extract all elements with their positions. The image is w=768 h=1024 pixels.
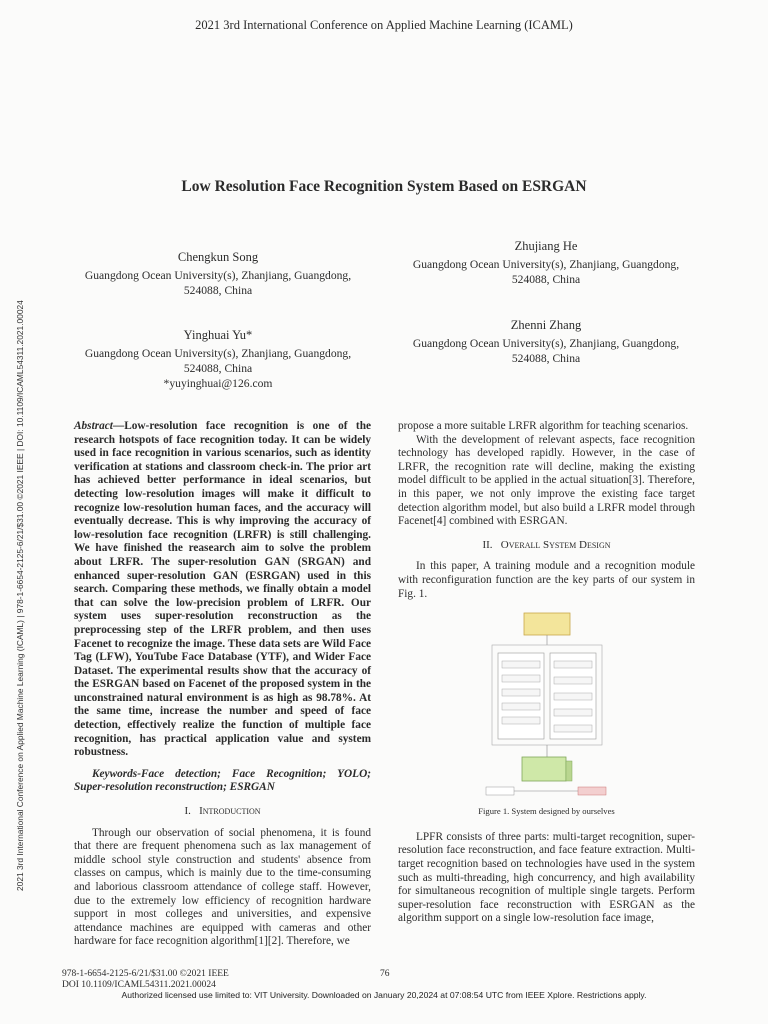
section-heading-introduction [74, 805, 371, 819]
author-name: Yinghuai Yu* [183, 328, 253, 342]
author-block-3 [70, 328, 366, 391]
author-affiliation: Guangdong Ocean University(s), Zhanjiang, Guangdong, [412, 258, 680, 271]
author-block-1 [70, 250, 366, 298]
intro-paragraph: Through our observation of social phenomena, it is found that there are frequent phenomena such as lax management of middle school style construction and students' absence from classes on campus, which is mainly due to the time-consuming and laborious classroom attendance of college staff. However, due to the extremely low efficiency of recognition hardware support in most colleges and universities, and expensive attendance machines are equipped with cameras and other hardware for face recognition algorithm[1][2]. Therefore, we [74, 826, 371, 948]
paragraph-lpfr: LPFR consists of three parts: multi-target recognition, super-resolution face reconstruction, and face feature extraction. Multi-target recognition based on technologies have used in the system such as multi-threading, high concurrency, and high availability for simultaneous recognition of multiple single targets. Perform super-resolution face reconstruction with ESRGAN as the algorithm support on a single low-resolution face image, [398, 830, 695, 925]
author-affiliation-2: 524088, China [183, 284, 253, 297]
author-affiliation-2: 524088, China [183, 362, 253, 375]
author-affiliation: Guangdong Ocean University(s), Zhanjiang, Guangdong, [84, 269, 352, 282]
paragraph-continuation: propose a more suitable LRFR algorithm for teaching scenarios. [398, 420, 689, 432]
author-name: Zhujiang He [514, 239, 578, 253]
abstract-label: Abstract [74, 420, 113, 432]
author-name: Zhenni Zhang [510, 318, 582, 332]
section-heading-system-design [398, 539, 695, 553]
paper-title: Low Resolution Face Recognition System Based on ESRGAN [181, 178, 587, 195]
abstract [74, 420, 371, 760]
author-block-4 [398, 318, 694, 366]
author-affiliation-2: 524088, China [511, 273, 581, 286]
section-number: II. [482, 538, 493, 551]
footer-isbn: 978-1-6654-2125-6/21/$31.00 ©2021 IEEE [62, 969, 229, 979]
left-column [74, 420, 371, 949]
side-citation-strip: 2021 3rd International Conference on Applied Machine Learning (ICAML) | 978-1-6654-2125-6/21/$31.00 ©2021 IEEE | DOI: 10.1109/ICAML54311.2021.00024 [15, 300, 25, 891]
diagram-bottom-right-block [578, 787, 606, 795]
author-block-2 [398, 239, 694, 287]
footer-left [62, 969, 229, 991]
author-email: *yuyinghuai@126.com [163, 377, 273, 390]
diagram-output-block [522, 757, 566, 781]
author-name: Chengkun Song [177, 250, 259, 264]
conference-header: 2021 3rd International Conference on Applied Machine Learning (ICAML) [195, 18, 573, 32]
keywords: Keywords-Face detection; Face Recognition; YOLO; Super-resolution reconstruction; ESRGAN [74, 767, 371, 794]
footer-doi: DOI 10.1109/ICAML54311.2021.00024 [62, 980, 216, 990]
paragraph-system-design: In this paper, A training module and a recognition module with reconfiguration function are the key parts of our system in Fig. 1. [398, 560, 695, 600]
diagram-output-side [566, 761, 572, 781]
paragraph-development: With the development of relevant aspects, face recognition technology has developed rapidly. However, in the case of LRFR, the recognition rate will decline, making the existing model difficult to be applied in the actual situation[3]. Therefore, in this paper, we not only improve the existing face target detection algorithm model, but also build a LRFR model through Facenet[4] combined with ESRGAN. [398, 433, 695, 528]
section-number: I. [184, 805, 191, 818]
figure-caption: Figure 1. System designed by ourselves [478, 806, 615, 817]
diagram-top-block [524, 613, 570, 635]
section-title: Overall System Design [500, 538, 611, 551]
system-diagram-figure [482, 611, 612, 801]
section-title: Introduction [199, 805, 261, 818]
diagram-bottom-left-block [486, 787, 514, 795]
right-column [398, 420, 695, 926]
page-number: 76 [380, 969, 390, 979]
license-notice: Authorized licensed use limited to: VIT University. Downloaded on January 20,2024 at 07:08:54 UTC from IEEE Xplore. Restrictions apply. [121, 990, 647, 1000]
author-affiliation-2: 524088, China [511, 352, 581, 365]
author-affiliation: Guangdong Ocean University(s), Zhanjiang, Guangdong, [84, 347, 352, 360]
abstract-text: —Low-resolution face recognition is one of the research hotspots of face recognition today. It can be widely used in face recognition in various scenarios, such as identity verification at stations and classroom check-in. The prior art has achieved better performance in ideal scenarios, but detecting low-resolution images will make it difficult to recognize low-resolution human faces, and the accuracy will eventually decrease. This is why improving the accuracy of low-resolution face recognition (LRFR) is still challenging. We have finished the reasearch aim to solve the problem about LRFR. The super-resolution GAN (SRGAN) and enhanced super-resolution GAN (ESRGAN) used in this search. Comparing these methods, we finally obtain a model that can solve the low-precision problem of LRFR. Our system uses super-resolution reconstruction as the preprocessing step of the LRFR problem, and then uses Facenet to recognize the image. These data sets are Wild Face Tag (LFW), YouTube Face Database (YTF), and Wider Face Dataset. The experimental results show that the accuracy of the ESRGAN based on Facenet of the proposed system in the unconstrained natural environment is as high as 98.78%. At the same time, increase the number and speed of face detection, effectively realize the function of multiple face recognition, has practical application value and system robustness. [74, 420, 371, 759]
author-affiliation: Guangdong Ocean University(s), Zhanjiang, Guangdong, [412, 337, 680, 350]
system-diagram [482, 611, 612, 801]
